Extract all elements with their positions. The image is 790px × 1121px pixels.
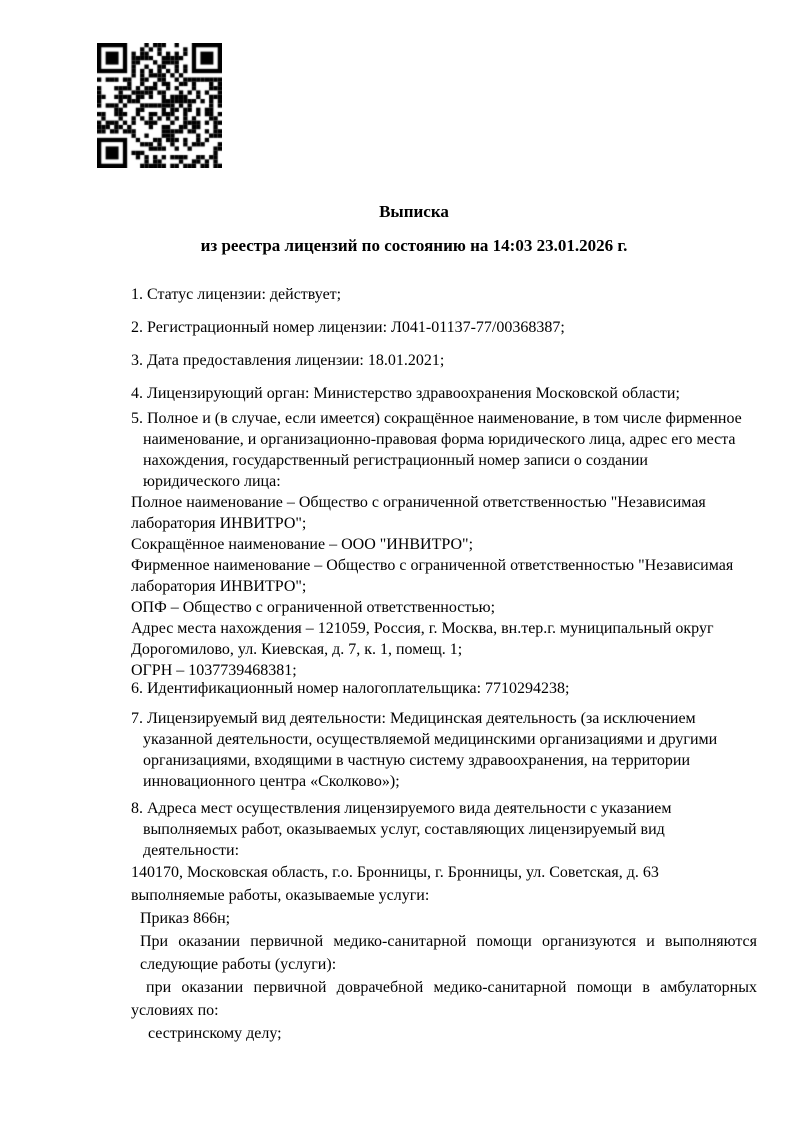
- license-item-grant-date: 3. Дата предоставления лицензии: 18.01.2021;: [131, 352, 445, 369]
- paragraph-line: 8. Адреса мест осуществления лицензируемого вида деятельности с указанием: [131, 800, 672, 817]
- org-full-name-line: лаборатория ИНВИТРО";: [131, 515, 307, 532]
- document-title: Выписка: [379, 202, 449, 221]
- license-item-activity-type: [131, 708, 757, 792]
- paragraph-line: деятельности:: [143, 842, 240, 859]
- qr-code-icon: [97, 43, 222, 168]
- paragraph-line: организациями, входящими в частную систему здравоохранения, на территории: [143, 752, 691, 769]
- paragraph-line: юридического лица:: [143, 473, 281, 490]
- paragraph-line: 5. Полное и (в случае, если имеется) сокращённое наименование, в том числе фирменное: [131, 410, 742, 427]
- works-intro: выполняемые работы, оказываемые услуги:: [131, 887, 430, 904]
- org-brand-name-line: лаборатория ИНВИТРО";: [131, 578, 307, 595]
- license-item-authority: 4. Лицензирующий орган: Министерство здравоохранения Московской области;: [131, 385, 680, 402]
- license-item-status: 1. Статус лицензии: действует;: [131, 286, 342, 303]
- document-subtitle: из реестра лицензий по состоянию на 14:03 23.01.2026 г.: [200, 236, 628, 255]
- org-ogrn-line: ОГРН – 1037739468381;: [131, 662, 297, 679]
- activity-address: 140170, Московская область, г.о. Бронницы, г. Бронницы, ул. Советская, д. 63: [131, 864, 659, 881]
- order-reference: Приказ 866н;: [140, 910, 231, 927]
- service-item: сестринскому делу;: [148, 1025, 282, 1042]
- works-paragraph-line: условиях по:: [131, 1002, 219, 1019]
- org-brand-name-line: Фирменное наименование – Общество с ограниченной ответственностью "Независимая: [131, 557, 734, 574]
- license-item-addresses-heading: [131, 798, 757, 861]
- paragraph-line: 7. Лицензируемый вид деятельности: Медицинская деятельность (за исключением: [131, 710, 696, 727]
- works-paragraph-line: при оказании первичной доврачебной медико-санитарной помощи в амбулаторных: [146, 979, 757, 996]
- paragraph-line: указанной деятельности, осуществляемой медицинскими организациями и другими: [143, 731, 718, 748]
- organization-details: [131, 492, 757, 681]
- license-item-org-name-heading: [131, 408, 757, 492]
- org-full-name-line: Полное наименование – Общество с ограниченной ответственностью "Независимая: [131, 494, 706, 511]
- paragraph-line: выполняемых работ, оказываемых услуг, составляющих лицензируемый вид: [143, 821, 665, 838]
- license-item-inn: 6. Идентификационный номер налогоплательщика: 7710294238;: [131, 680, 570, 697]
- org-short-name-line: Сокращённое наименование – ООО "ИНВИТРО";: [131, 536, 474, 553]
- works-paragraph-line: следующие работы (услуги):: [140, 956, 337, 973]
- org-address-line: Адрес места нахождения – 121059, Россия, г. Москва, вн.тер.г. муниципальный округ: [131, 620, 714, 637]
- paragraph-line: наименование, и организационно-правовая форма юридического лица, адрес его места: [143, 431, 736, 448]
- paragraph-line: инновационного центра «Сколково»);: [143, 773, 400, 790]
- org-address-line: Дорогомилово, ул. Киевская, д. 7, к. 1, помещ. 1;: [131, 641, 463, 658]
- works-and-services: [131, 861, 757, 1045]
- paragraph-line: нахождения, государственный регистрационный номер записи о создании: [143, 452, 648, 469]
- license-item-reg-number: 2. Регистрационный номер лицензии: Л041-01137-77/00368387;: [131, 319, 565, 336]
- org-legal-form-line: ОПФ – Общество с ограниченной ответственностью;: [131, 599, 496, 616]
- document-header: [131, 201, 697, 256]
- works-paragraph-line: При оказании первичной медико-санитарной помощи организуются и выполняются: [140, 933, 757, 950]
